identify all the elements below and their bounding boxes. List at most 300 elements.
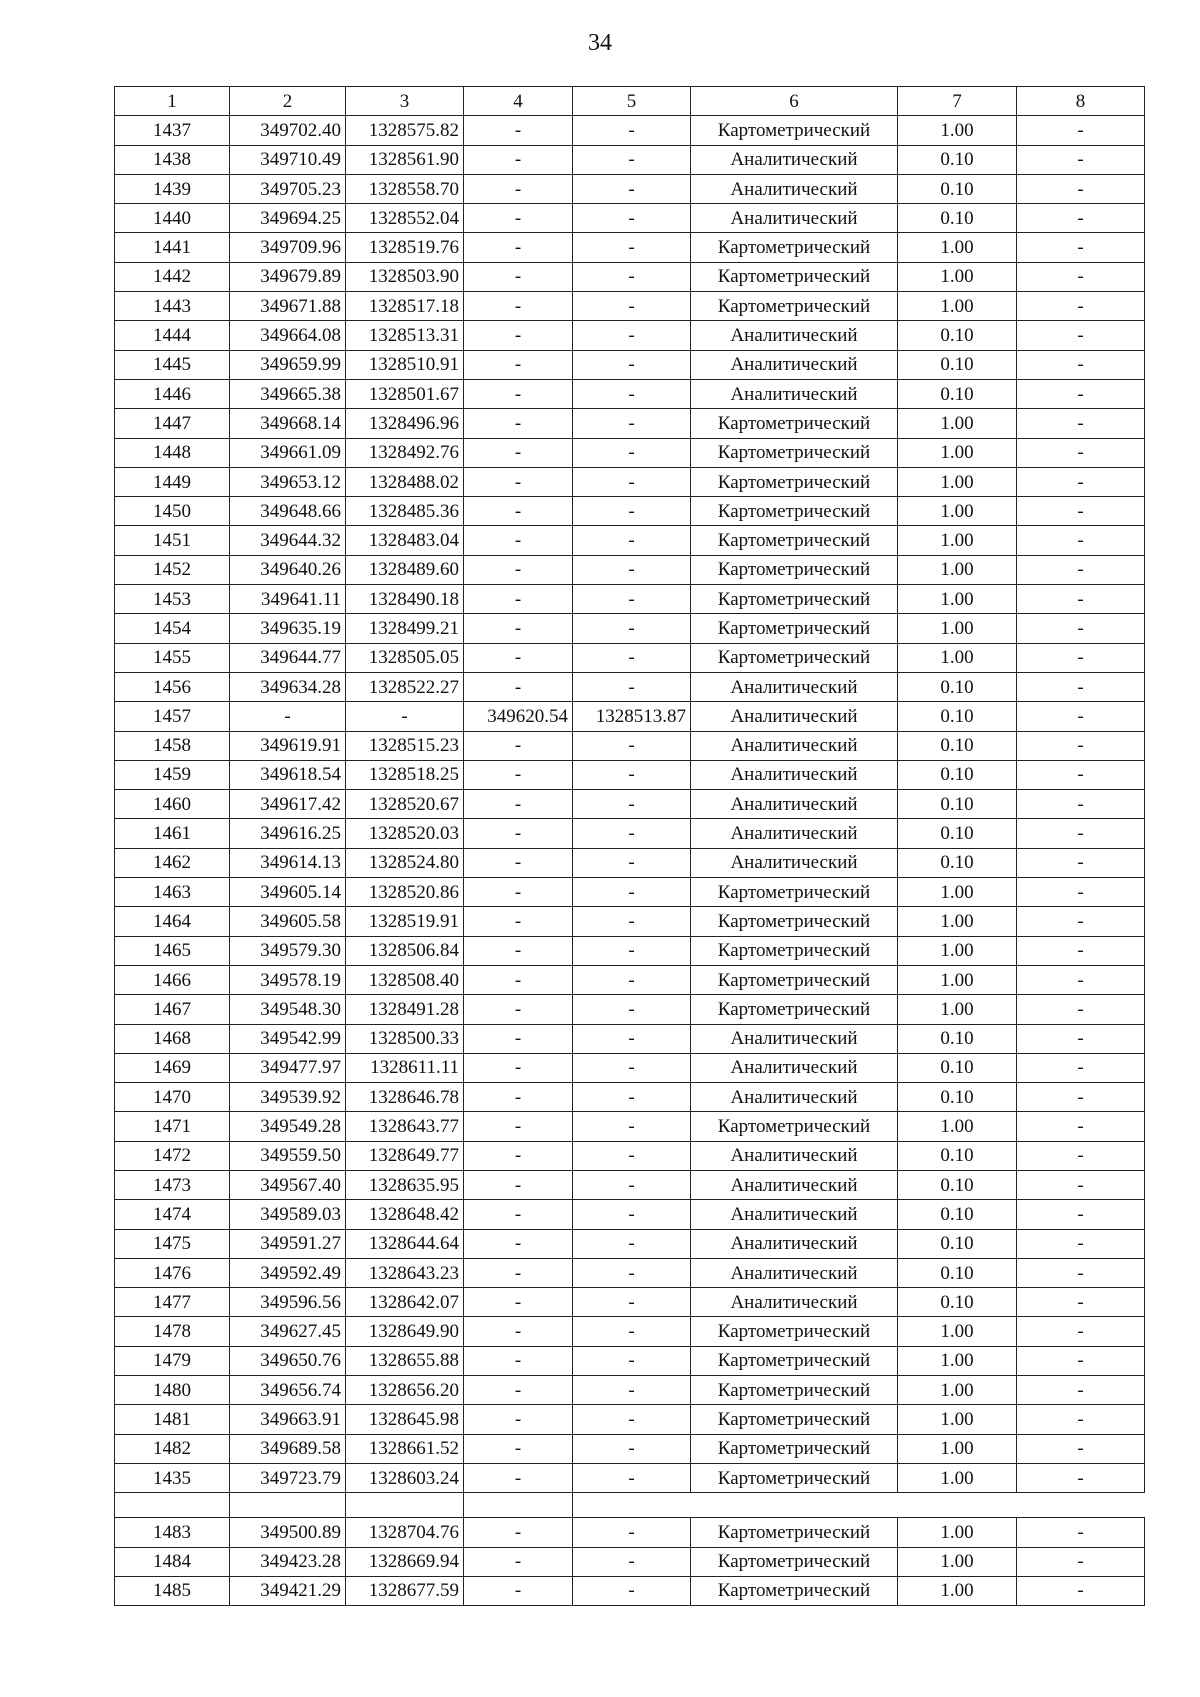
cell-col-3: 1328635.95 (346, 1170, 464, 1199)
cell-col-8: - (1017, 1346, 1145, 1375)
cell-col-8: - (1017, 438, 1145, 467)
cell-col-7: 1.00 (898, 1317, 1017, 1346)
table-row (115, 1518, 1145, 1547)
cell-col-8: - (1017, 1547, 1145, 1576)
cell-col-5: - (573, 965, 691, 994)
cell-col-6: Картометрический (691, 995, 898, 1024)
cell-col-2: 349665.38 (230, 379, 346, 408)
cell-col-1: 1478 (115, 1317, 230, 1346)
cell-col-7: 0.10 (898, 702, 1017, 731)
cell-col-3: 1328522.27 (346, 672, 464, 701)
cell-col-7: 1.00 (898, 467, 1017, 496)
cell-col-2: 349592.49 (230, 1258, 346, 1287)
cell-col-8: - (1017, 1405, 1145, 1434)
cell-col-4: - (464, 731, 573, 760)
cell-col-8: - (1017, 965, 1145, 994)
cell-col-8: - (1017, 702, 1145, 731)
cell-col-4: - (464, 204, 573, 233)
cell-col-5: - (573, 1576, 691, 1605)
cell-col-6: Аналитический (691, 1200, 898, 1229)
cell-col-8: - (1017, 1200, 1145, 1229)
cell-col-1: 1466 (115, 965, 230, 994)
table-row (115, 1200, 1145, 1229)
cell-col-1: 1479 (115, 1346, 230, 1375)
cell-col-7: 1.00 (898, 1376, 1017, 1405)
cell-col-5: - (573, 116, 691, 145)
cell-col-6: Аналитический (691, 790, 898, 819)
table-row (115, 467, 1145, 496)
cell-col-7: 0.10 (898, 790, 1017, 819)
cell-col-1: 1454 (115, 614, 230, 643)
cell-col-6: Аналитический (691, 1053, 898, 1082)
table-row (115, 760, 1145, 789)
cell-col-3: 1328519.76 (346, 233, 464, 262)
cell-col-6: Картометрический (691, 614, 898, 643)
cell-col-1: 1450 (115, 497, 230, 526)
cell-col-8: - (1017, 1576, 1145, 1605)
cell-col-6: Аналитический (691, 819, 898, 848)
cell-col-1: 1445 (115, 350, 230, 379)
cell-col-2: 349661.09 (230, 438, 346, 467)
cell-col-8: - (1017, 292, 1145, 321)
cell-col-7: 1.00 (898, 116, 1017, 145)
table-row (115, 409, 1145, 438)
cell-col-4: - (464, 643, 573, 672)
cell-col-1: 1447 (115, 409, 230, 438)
cell-col-4: - (464, 614, 573, 643)
cell-col-7: 1.00 (898, 585, 1017, 614)
cell-col-8: - (1017, 1229, 1145, 1258)
cell-col-4: - (464, 409, 573, 438)
cell-col-5: - (573, 1170, 691, 1199)
cell-col-3: 1328552.04 (346, 204, 464, 233)
cell-col-5: - (573, 262, 691, 291)
cell-col-6: Картометрический (691, 1346, 898, 1375)
cell-col-5: - (573, 350, 691, 379)
cell-col-2: 349634.28 (230, 672, 346, 701)
table-row (115, 995, 1145, 1024)
cell-col-3: 1328561.90 (346, 145, 464, 174)
header-cell: 6 (691, 87, 898, 116)
cell-col-4: - (464, 526, 573, 555)
cell-col-5: - (573, 1518, 691, 1547)
cell-col-5: - (573, 1376, 691, 1405)
cell-col-1: 1458 (115, 731, 230, 760)
cell-col-4: - (464, 321, 573, 350)
cell-col-6: Картометрический (691, 878, 898, 907)
table-row (115, 1258, 1145, 1287)
cell-col-3: 1328491.28 (346, 995, 464, 1024)
cell-col-2: 349596.56 (230, 1288, 346, 1317)
cell-col-8: - (1017, 1024, 1145, 1053)
cell-col-4: - (464, 1024, 573, 1053)
cell-col-1: 1441 (115, 233, 230, 262)
table-row (115, 1576, 1145, 1605)
cell-col-6: Аналитический (691, 1258, 898, 1287)
table-row (115, 321, 1145, 350)
cell-col-5: - (573, 145, 691, 174)
cell-col-4: - (464, 350, 573, 379)
gap-row (115, 1493, 1145, 1518)
cell-col-3: 1328520.67 (346, 790, 464, 819)
header-cell: 7 (898, 87, 1017, 116)
cell-col-4: - (464, 760, 573, 789)
cell-col-1: 1476 (115, 1258, 230, 1287)
cell-col-8: - (1017, 1434, 1145, 1463)
cell-col-5: - (573, 1405, 691, 1434)
cell-col-3: 1328508.40 (346, 965, 464, 994)
cell-col-4: - (464, 907, 573, 936)
cell-col-1: 1484 (115, 1547, 230, 1576)
cell-col-6: Картометрический (691, 907, 898, 936)
cell-col-4: 349620.54 (464, 702, 573, 731)
coordinates-table (114, 86, 1145, 1606)
cell-col-6: Картометрический (691, 643, 898, 672)
table-row (115, 1547, 1145, 1576)
cell-col-1: 1474 (115, 1200, 230, 1229)
cell-col-8: - (1017, 878, 1145, 907)
cell-col-5: - (573, 1200, 691, 1229)
cell-col-3: 1328506.84 (346, 936, 464, 965)
table-row (115, 379, 1145, 408)
cell-col-3: 1328503.90 (346, 262, 464, 291)
cell-col-7: 1.00 (898, 526, 1017, 555)
cell-col-7: 0.10 (898, 731, 1017, 760)
table-row (115, 1053, 1145, 1082)
cell-col-7: 1.00 (898, 936, 1017, 965)
cell-col-2: 349567.40 (230, 1170, 346, 1199)
cell-col-6: Картометрический (691, 1518, 898, 1547)
cell-col-8: - (1017, 409, 1145, 438)
page-number: 34 (588, 30, 612, 56)
cell-col-2: 349653.12 (230, 467, 346, 496)
cell-col-1: 1473 (115, 1170, 230, 1199)
cell-col-4: - (464, 145, 573, 174)
cell-col-8: - (1017, 1053, 1145, 1082)
table-row (115, 672, 1145, 701)
cell-col-6: Картометрический (691, 965, 898, 994)
cell-col-2: 349421.29 (230, 1576, 346, 1605)
cell-col-8: - (1017, 116, 1145, 145)
cell-col-1: 1475 (115, 1229, 230, 1258)
cell-col-7: 1.00 (898, 878, 1017, 907)
cell-col-4: - (464, 438, 573, 467)
cell-col-4: - (464, 585, 573, 614)
cell-col-6: Картометрический (691, 409, 898, 438)
cell-col-4: - (464, 174, 573, 203)
table-row (115, 526, 1145, 555)
cell-col-3: 1328611.11 (346, 1053, 464, 1082)
cell-col-8: - (1017, 1258, 1145, 1287)
table-row (115, 292, 1145, 321)
cell-col-1: 1451 (115, 526, 230, 555)
cell-col-5: - (573, 760, 691, 789)
cell-col-6: Аналитический (691, 848, 898, 877)
cell-col-2: 349705.23 (230, 174, 346, 203)
cell-col-6: Картометрический (691, 116, 898, 145)
cell-col-3: 1328704.76 (346, 1518, 464, 1547)
table-row (115, 174, 1145, 203)
cell-col-8: - (1017, 1376, 1145, 1405)
cell-col-7: 1.00 (898, 643, 1017, 672)
cell-col-8: - (1017, 790, 1145, 819)
table-row (115, 204, 1145, 233)
table-row (115, 1288, 1145, 1317)
cell-col-4: - (464, 1317, 573, 1346)
cell-col-7: 0.10 (898, 1024, 1017, 1053)
cell-col-2: 349663.91 (230, 1405, 346, 1434)
cell-col-5: 1328513.87 (573, 702, 691, 731)
cell-col-6: Картометрический (691, 936, 898, 965)
cell-col-4: - (464, 1229, 573, 1258)
cell-col-5: - (573, 467, 691, 496)
cell-col-3: 1328490.18 (346, 585, 464, 614)
cell-col-1: 1457 (115, 702, 230, 731)
cell-col-1: 1483 (115, 1518, 230, 1547)
cell-col-4: - (464, 1463, 573, 1492)
cell-col-6: Картометрический (691, 1547, 898, 1576)
cell-col-8: - (1017, 1141, 1145, 1170)
cell-col-1: 1485 (115, 1576, 230, 1605)
cell-col-6: Картометрический (691, 1405, 898, 1434)
cell-col-7: 1.00 (898, 1112, 1017, 1141)
cell-col-1: 1459 (115, 760, 230, 789)
cell-col-5: - (573, 1229, 691, 1258)
cell-col-8: - (1017, 262, 1145, 291)
cell-col-8: - (1017, 467, 1145, 496)
cell-col-8: - (1017, 1288, 1145, 1317)
cell-col-7: 1.00 (898, 292, 1017, 321)
cell-col-4: - (464, 497, 573, 526)
cell-col-1: 1452 (115, 555, 230, 584)
cell-col-5: - (573, 643, 691, 672)
cell-col-2: 349635.19 (230, 614, 346, 643)
cell-col-4: - (464, 672, 573, 701)
cell-col-6: Аналитический (691, 350, 898, 379)
cell-col-4: - (464, 965, 573, 994)
cell-col-1: 1446 (115, 379, 230, 408)
cell-col-3: 1328496.96 (346, 409, 464, 438)
cell-col-8: - (1017, 995, 1145, 1024)
cell-col-1: 1448 (115, 438, 230, 467)
cell-col-7: 1.00 (898, 409, 1017, 438)
cell-col-5: - (573, 1288, 691, 1317)
cell-col-1: 1464 (115, 907, 230, 936)
cell-col-2: 349641.11 (230, 585, 346, 614)
cell-col-7: 1.00 (898, 1547, 1017, 1576)
cell-col-2: 349710.49 (230, 145, 346, 174)
cell-col-5: - (573, 848, 691, 877)
cell-col-1: 1477 (115, 1288, 230, 1317)
cell-col-8: - (1017, 672, 1145, 701)
cell-col-6: Картометрический (691, 1434, 898, 1463)
cell-col-6: Картометрический (691, 233, 898, 262)
cell-col-5: - (573, 1346, 691, 1375)
cell-col-6: Аналитический (691, 702, 898, 731)
cell-col-4: - (464, 995, 573, 1024)
table-row (115, 1112, 1145, 1141)
cell-col-5: - (573, 1258, 691, 1287)
cell-col-1: 1469 (115, 1053, 230, 1082)
cell-col-7: 0.10 (898, 1258, 1017, 1287)
cell-col-4: - (464, 878, 573, 907)
cell-col-7: 0.10 (898, 760, 1017, 789)
cell-col-4: - (464, 1576, 573, 1605)
cell-col-3: 1328643.23 (346, 1258, 464, 1287)
cell-col-8: - (1017, 848, 1145, 877)
cell-col-7: 0.10 (898, 1229, 1017, 1258)
table-row (115, 965, 1145, 994)
cell-col-4: - (464, 379, 573, 408)
cell-col-7: 1.00 (898, 497, 1017, 526)
cell-col-1: 1440 (115, 204, 230, 233)
cell-col-7: 0.10 (898, 145, 1017, 174)
cell-col-5: - (573, 936, 691, 965)
cell-col-8: - (1017, 555, 1145, 584)
table-row (115, 262, 1145, 291)
cell-col-3: 1328520.86 (346, 878, 464, 907)
cell-col-6: Аналитический (691, 379, 898, 408)
cell-col-4: - (464, 1053, 573, 1082)
cell-col-4: - (464, 1547, 573, 1576)
cell-col-1: 1449 (115, 467, 230, 496)
table-row (115, 116, 1145, 145)
cell-col-2: 349616.25 (230, 819, 346, 848)
cell-col-3: 1328661.52 (346, 1434, 464, 1463)
cell-col-3: 1328656.20 (346, 1376, 464, 1405)
table-row (115, 1434, 1145, 1463)
cell-col-7: 1.00 (898, 907, 1017, 936)
cell-col-8: - (1017, 233, 1145, 262)
cell-col-7: 0.10 (898, 174, 1017, 203)
cell-col-2: 349659.99 (230, 350, 346, 379)
cell-col-6: Аналитический (691, 731, 898, 760)
header-cell: 1 (115, 87, 230, 116)
cell-col-2: 349644.77 (230, 643, 346, 672)
cell-col-2: 349539.92 (230, 1083, 346, 1112)
cell-col-5: - (573, 1024, 691, 1053)
cell-col-6: Картометрический (691, 292, 898, 321)
cell-col-2: 349709.96 (230, 233, 346, 262)
cell-col-7: 1.00 (898, 965, 1017, 994)
cell-col-2: 349618.54 (230, 760, 346, 789)
table-row (115, 1463, 1145, 1492)
cell-col-8: - (1017, 1112, 1145, 1141)
cell-col-3: 1328677.59 (346, 1576, 464, 1605)
cell-col-3: 1328505.05 (346, 643, 464, 672)
cell-col-8: - (1017, 1170, 1145, 1199)
cell-col-2: 349559.50 (230, 1141, 346, 1170)
cell-col-6: Картометрический (691, 1317, 898, 1346)
table-row (115, 702, 1145, 731)
cell-col-6: Картометрический (691, 585, 898, 614)
cell-col-7: 0.10 (898, 1053, 1017, 1082)
cell-col-3: 1328648.42 (346, 1200, 464, 1229)
cell-col-6: Картометрический (691, 1576, 898, 1605)
cell-col-2: 349549.28 (230, 1112, 346, 1141)
table-row (115, 643, 1145, 672)
cell-col-4: - (464, 1346, 573, 1375)
table-row (115, 1376, 1145, 1405)
cell-col-3: 1328500.33 (346, 1024, 464, 1053)
cell-col-7: 1.00 (898, 555, 1017, 584)
cell-col-4: - (464, 262, 573, 291)
cell-col-2: 349614.13 (230, 848, 346, 877)
header-row (115, 87, 1145, 116)
cell-col-5: - (573, 292, 691, 321)
cell-col-3: 1328558.70 (346, 174, 464, 203)
cell-col-1: 1470 (115, 1083, 230, 1112)
cell-col-3: 1328499.21 (346, 614, 464, 643)
cell-col-7: 0.10 (898, 1141, 1017, 1170)
cell-col-6: Аналитический (691, 174, 898, 203)
cell-col-3: 1328646.78 (346, 1083, 464, 1112)
cell-col-8: - (1017, 174, 1145, 203)
cell-col-2: 349640.26 (230, 555, 346, 584)
cell-col-7: 0.10 (898, 321, 1017, 350)
cell-col-4: - (464, 1112, 573, 1141)
cell-col-3: 1328488.02 (346, 467, 464, 496)
cell-col-1: 1435 (115, 1463, 230, 1492)
cell-col-3: 1328489.60 (346, 555, 464, 584)
cell-col-4: - (464, 292, 573, 321)
cell-col-2: 349648.66 (230, 497, 346, 526)
cell-col-5: - (573, 1317, 691, 1346)
cell-col-6: Аналитический (691, 321, 898, 350)
cell-col-7: 0.10 (898, 204, 1017, 233)
cell-col-4: - (464, 467, 573, 496)
table-row (115, 585, 1145, 614)
cell-col-1: 1468 (115, 1024, 230, 1053)
cell-col-7: 1.00 (898, 233, 1017, 262)
cell-col-4: - (464, 1083, 573, 1112)
cell-col-6: Картометрический (691, 262, 898, 291)
cell-col-5: - (573, 819, 691, 848)
header-cell: 8 (1017, 87, 1145, 116)
cell-col-8: - (1017, 731, 1145, 760)
cell-col-1: 1463 (115, 878, 230, 907)
cell-col-5: - (573, 878, 691, 907)
cell-col-6: Аналитический (691, 145, 898, 174)
table-row (115, 438, 1145, 467)
cell-col-4: - (464, 819, 573, 848)
cell-col-4: - (464, 555, 573, 584)
cell-col-3: 1328524.80 (346, 848, 464, 877)
cell-col-5: - (573, 672, 691, 701)
table-row (115, 907, 1145, 936)
cell-col-3: - (346, 702, 464, 731)
cell-col-8: - (1017, 936, 1145, 965)
table-row (115, 497, 1145, 526)
cell-col-2: 349617.42 (230, 790, 346, 819)
cell-col-4: - (464, 1170, 573, 1199)
table-row (115, 790, 1145, 819)
table-row (115, 233, 1145, 262)
cell-col-2: 349694.25 (230, 204, 346, 233)
cell-col-8: - (1017, 585, 1145, 614)
cell-col-5: - (573, 497, 691, 526)
table-row (115, 848, 1145, 877)
cell-col-5: - (573, 321, 691, 350)
cell-col-1: 1442 (115, 262, 230, 291)
cell-col-2: 349591.27 (230, 1229, 346, 1258)
cell-col-3: 1328510.91 (346, 350, 464, 379)
cell-col-7: 1.00 (898, 262, 1017, 291)
cell-col-1: 1480 (115, 1376, 230, 1405)
cell-col-7: 1.00 (898, 614, 1017, 643)
cell-col-6: Аналитический (691, 1288, 898, 1317)
cell-col-1: 1453 (115, 585, 230, 614)
